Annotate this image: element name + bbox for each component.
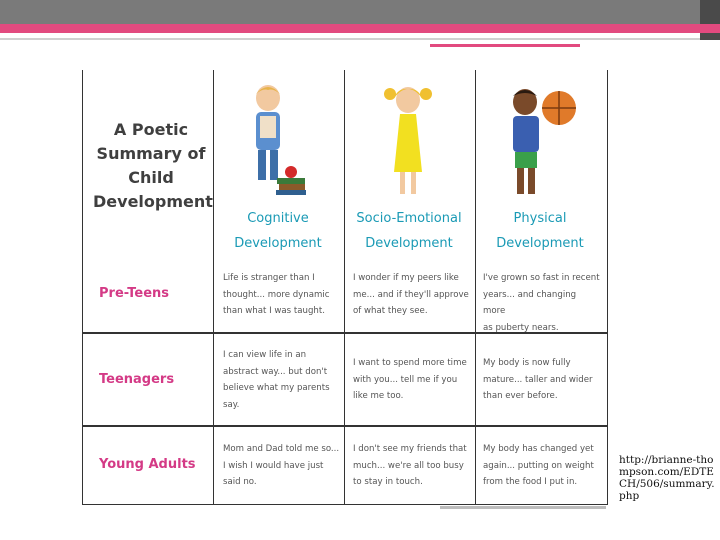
cell-line: Life is stranger than I [223,273,315,283]
header-line: Socio-Emotional [356,211,462,226]
girl-illustration [378,80,438,204]
summary-table-image [82,70,608,505]
cell-line: of what they see. [353,306,428,316]
thin-divider [0,38,700,40]
cell-line: Mom and Dad told me so... [223,444,340,454]
top-pink-bar [0,24,720,33]
table-cell [223,347,341,413]
table-cell [353,355,471,405]
cell-line: than ever before. [483,391,558,401]
cell-line: mature... taller and wider [483,374,593,385]
source-url[interactable]: http://brianne-thompson.com/EDTECH/506/summary.php [619,454,715,502]
cell-line: I want to spend more time [353,358,467,368]
bottom-divider [440,506,606,509]
boy-with-books-illustration [243,82,313,202]
row-label-pre-teens: Pre-Teens [99,286,170,301]
header-line: Development [365,236,453,251]
cell-line: as puberty nears. [483,322,559,333]
column-header-physical [476,206,604,256]
cell-line: I wish I would have just [223,460,324,471]
cell-line: I don't see my friends that [353,444,467,454]
title-line: Child [128,168,174,187]
top-gray-bar [0,0,720,24]
column-header-cognitive [214,206,342,256]
table-cell [483,355,601,405]
cell-line: than what I was taught. [223,306,325,316]
cell-line: to stay in touch. [353,477,423,487]
grid-line [344,70,345,504]
title-line: Development [93,192,213,211]
table-cell [223,441,341,491]
row-label-teenagers: Teenagers [99,372,175,387]
cell-line: My body has changed yet [483,444,594,454]
cell-line: said no. [223,477,257,487]
title-line: Summary of [96,144,206,163]
table-title [93,118,213,214]
table-cell [353,441,471,491]
grid-line [213,70,214,504]
cell-line: with you... tell me if you [353,374,458,385]
cell-line: me... and if they'll approve [353,289,469,300]
cell-line: I've grown so fast in recent [483,273,600,283]
pink-accent-line [430,44,580,47]
cell-line: I wonder if my peers like [353,273,459,283]
table-cell [483,441,601,491]
header-line: Development [496,236,584,251]
header-line: Cognitive [247,211,309,226]
top-dark-tab [700,0,720,40]
cell-line: again... putting on weight [483,460,594,471]
table-cell [223,270,341,320]
cell-line: thought... more dynamic [223,289,330,300]
cell-line: say. [223,399,240,410]
table-cell [483,270,601,336]
cell-line: I can view life in an [223,350,307,360]
cell-line: My body is now fully [483,358,571,368]
row-label-young-adults: Young Adults [99,457,196,472]
column-header-socio-emotional [345,206,473,256]
boy-with-basketball-illustration [503,82,583,204]
cell-line: from the food I put in. [483,477,578,487]
cell-line: years... and changing more [483,289,577,316]
title-line: A Poetic [113,120,189,139]
table-cell [353,270,471,320]
grid-line [83,425,607,427]
cell-line: abstract way... but don't [223,366,328,377]
cell-line: like me too. [353,391,404,401]
header-line: Development [234,236,322,251]
header-line: Physical [513,211,567,226]
cell-line: much... we're all too busy [353,460,464,471]
cell-line: believe what my parents [223,383,330,393]
grid-line [475,70,476,504]
